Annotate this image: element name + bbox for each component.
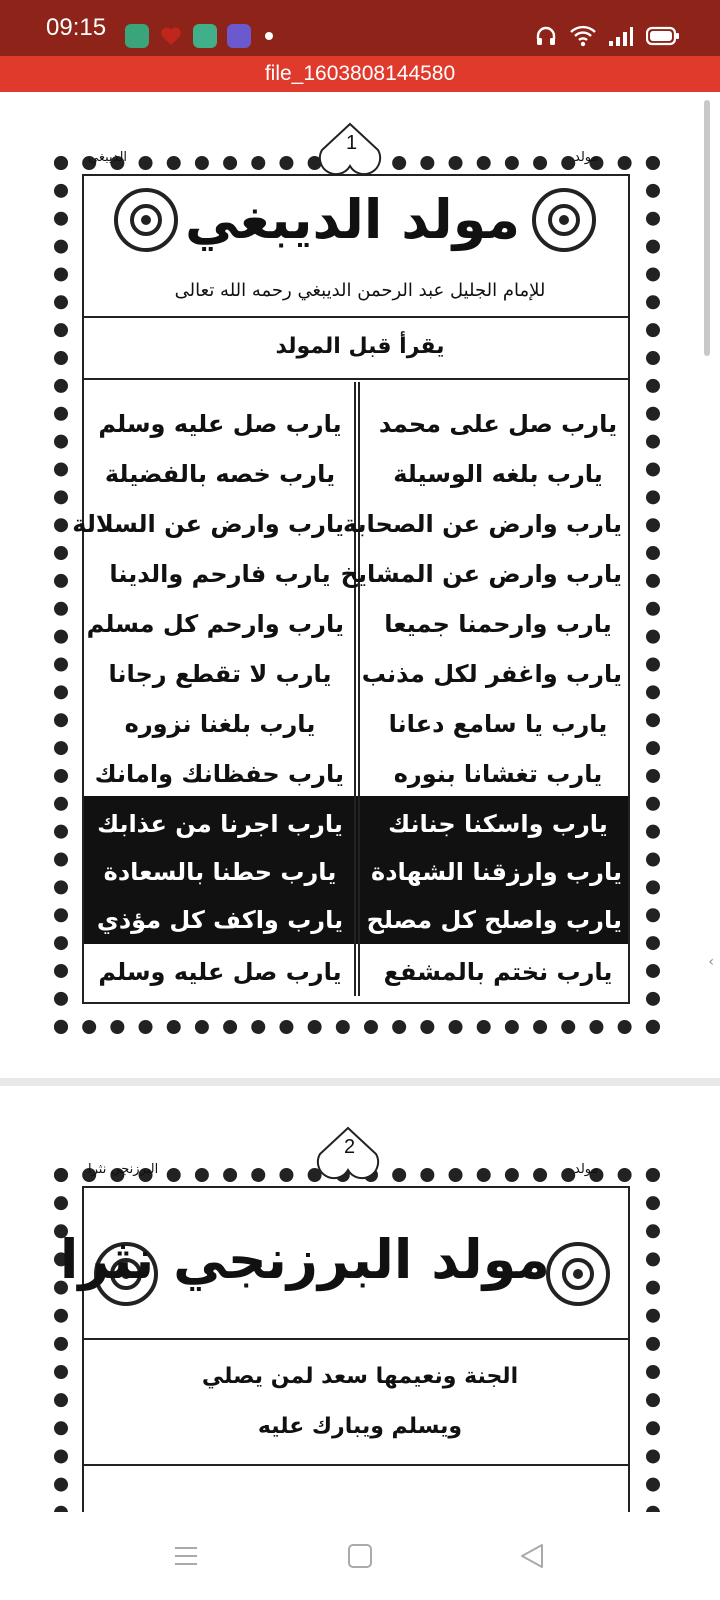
- calendar-app-icon: [193, 24, 217, 48]
- text-line: ويسلم ويبارك عليه: [257, 1414, 463, 1439]
- notes-app-icon: [125, 24, 149, 48]
- author-line: للإمام الجليل عبد الرحمن الديبغي رحمه الله تعالى: [174, 280, 546, 301]
- signal-icon: [608, 25, 634, 47]
- divider: [84, 378, 628, 380]
- verse-right: يارب وارزقنا الشهادة: [371, 858, 622, 886]
- back-icon[interactable]: [516, 1540, 548, 1572]
- recents-icon[interactable]: [170, 1540, 202, 1572]
- verse-right: يارب واسكنا جنانك: [388, 810, 608, 838]
- verse-right: يارب بلغه الوسيلة: [393, 460, 603, 488]
- document-viewer[interactable]: [0, 92, 720, 1512]
- divider: [84, 1464, 628, 1466]
- verse-right: يارب وارحمنا جميعا: [384, 610, 612, 638]
- page-title: مولد الديبغي: [185, 188, 520, 251]
- battery-icon: [646, 26, 680, 46]
- verse-left: يارب حطنا بالسعادة: [103, 858, 337, 886]
- document-page-1: [50, 120, 670, 1054]
- verse-left: يارب حفظانك وامانك: [94, 760, 344, 788]
- notification-icons: [125, 24, 273, 48]
- rosette-ornament-icon: [110, 184, 182, 256]
- divider: [84, 1338, 628, 1340]
- divider: [84, 316, 628, 318]
- verse-left: يارب فارحم والدينا: [109, 560, 331, 588]
- status-bar: [0, 0, 720, 56]
- verse-left: يارب صل عليه وسلم: [98, 410, 342, 438]
- title-bar: [0, 56, 720, 92]
- verse-left: يارب بلغنا نزوره: [124, 710, 316, 738]
- verse-right: يارب واغفر لكل مذنب: [361, 660, 622, 688]
- verse-right: يارب وارض عن الصحابة: [342, 510, 622, 538]
- column-divider: [354, 382, 360, 996]
- text-line: الجنة ونعيمها سعد لمن يصلي: [201, 1364, 519, 1389]
- scroll-handle-icon[interactable]: ‹: [708, 954, 714, 970]
- verse-left: يارب صل عليه وسلم: [98, 958, 342, 986]
- page-separator: [0, 1078, 720, 1086]
- scrollbar-thumb[interactable]: [704, 100, 710, 356]
- section-title: يقرأ قبل المولد: [275, 334, 445, 359]
- verse-left: يارب اجرنا من عذابك: [97, 810, 343, 838]
- heart-app-icon: [159, 24, 183, 48]
- running-header-left: البرزنجي نثرا: [88, 1162, 159, 1177]
- verse-left: يارب وارض عن السلالة: [72, 510, 344, 538]
- page-title: مولد البرزنجي نثرا: [59, 1228, 550, 1291]
- page-number: 2: [344, 1136, 356, 1158]
- verse-right: يارب يا سامع دعانا: [388, 710, 608, 738]
- verse-left: يارب خصه بالفضيلة: [104, 460, 336, 488]
- rosette-ornament-icon: [528, 184, 600, 256]
- verse-right: يارب صل على محمد: [378, 410, 618, 438]
- verse-right: يارب تغشانا بنوره: [393, 760, 603, 788]
- wifi-icon: [570, 25, 596, 47]
- verse-right: يارب نختم بالمشفع: [383, 958, 613, 986]
- verse-right: يارب وارض عن المشايخ: [340, 560, 622, 588]
- rosette-ornament-icon: [542, 1238, 614, 1310]
- system-icons: [534, 20, 680, 52]
- document-page-2: [50, 1138, 670, 1512]
- verse-left: يارب لا تقطع رجانا: [108, 660, 332, 688]
- verse-left: يارب واكف كل مؤذي: [96, 906, 344, 934]
- more-dot-icon: [265, 32, 273, 40]
- page-number: 1: [346, 132, 358, 154]
- verse-right: يارب واصلح كل مصلح: [366, 906, 622, 934]
- verse-left: يارب وارحم كل مسلم: [86, 610, 344, 638]
- home-icon[interactable]: [344, 1540, 376, 1572]
- system-navigation-bar: [0, 1512, 720, 1600]
- shortcut-app-icon: [227, 24, 251, 48]
- running-header-right: مولد: [574, 150, 599, 165]
- running-header-right: مولد: [574, 1162, 599, 1177]
- document-title: file_1603808144580: [264, 62, 456, 85]
- headphones-icon: [534, 24, 558, 48]
- status-time: 09:15: [46, 14, 107, 41]
- running-header-left: الديبغي: [88, 150, 128, 165]
